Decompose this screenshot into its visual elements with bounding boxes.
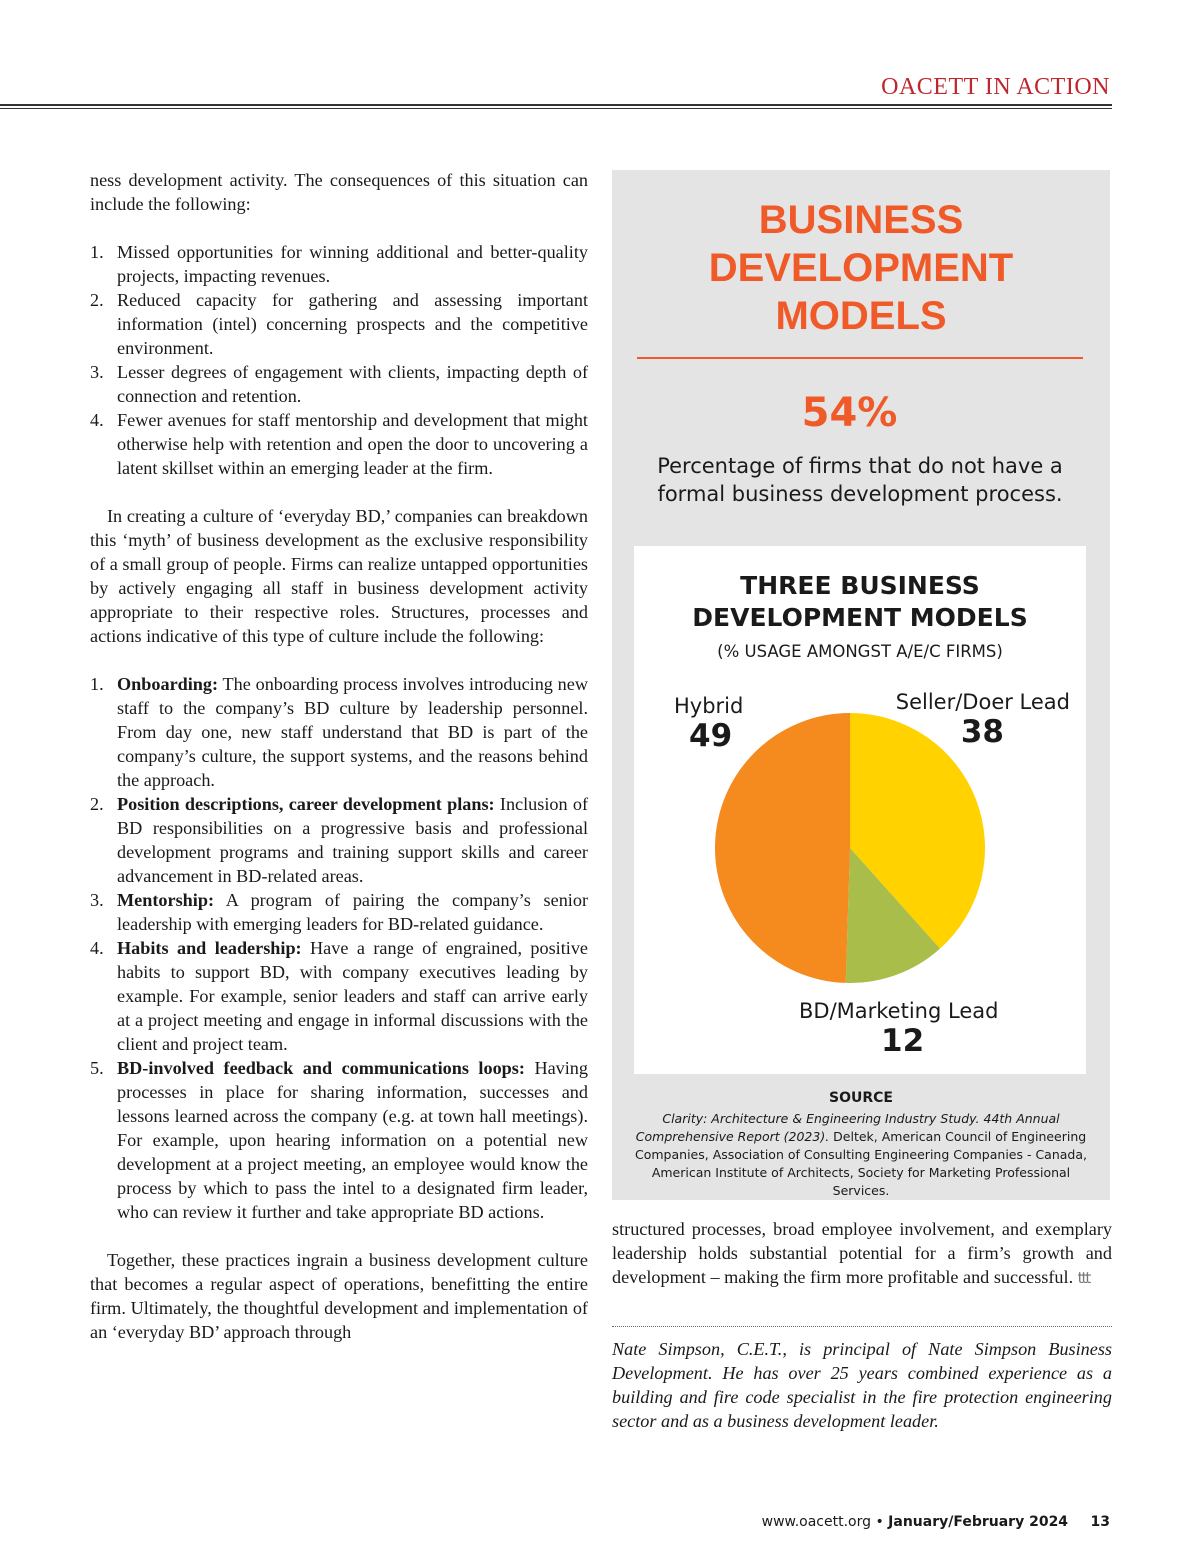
left-column [90,168,588,1344]
stat-description: Percentage of firms that do not have a formal business development process. [657,454,1063,506]
slice-value-hybrid: 49 [689,718,733,754]
issue-date: January/February 2024 [888,1514,1069,1530]
intro-paragraph: ness development activity. The consequences of this situation can include the following: [90,170,588,214]
pie-slice-hybrid [715,713,850,983]
conclusion-paragraph: structured processes, broad employee involvement, and exemplary leadership holds substantial potential for a firm’s growth and development – making the firm more profitable and successful. ttt [612,1219,1112,1287]
slice-label-seller-doer: Seller/Doer Lead [895,690,1070,714]
sidebar-divider [637,357,1083,359]
list-item: 5. BD-involved feedback and communications loops: Having processes in place for sharing information, successes and lessons learned across the company (e.g. at town hall meetings). For example, upon hearing information on a potential new development at a project meeting, an employee would know the process by which to pass the intel to a designated firm leader, who can review it further and take appropriate BD actions. [90,1058,588,1222]
source-heading: SOURCE [829,1090,893,1106]
list-item: 3. Mentorship: A program of pairing the company’s senior leadership with emerging leaders for BD-related guidance. [90,890,588,934]
list-item: 2. Position descriptions, career development plans: Inclusion of BD responsibilities on a progressive basis and professional development programs and training support skills and career advancement in BD-related areas. [90,794,588,886]
list-item: 4. Fewer avenues for staff mentorship and development that might otherwise help with retention and open the door to uncovering a latent skillset within an emerging leader at the firm. [90,410,588,478]
header-rule [0,104,1112,106]
slice-label-hybrid: Hybrid [674,694,744,718]
practices-list [90,672,588,1224]
chart-card [634,546,1086,1074]
consequences-list [90,240,588,480]
slice-value-bd-marketing: 12 [881,1023,925,1059]
page-footer: www.oacett.org • January/February 2024 13 [761,1514,1110,1530]
header-rule-thin [0,108,1112,109]
website-link[interactable]: www.oacett.org [761,1514,871,1530]
list-item: 4. Habits and leadership: Have a range of engrained, positive habits to support BD, with company executives leading by example. For example, senior leaders and staff can arrive early at a project meeting and engage in informal discussions with the client and project team. [90,938,589,1054]
chart-title: THREE BUSINESS DEVELOPMENT MODELS [692,571,1028,632]
bio-divider [612,1326,1112,1327]
stat-value: 54% [801,390,898,436]
list-item: 2. Reduced capacity for gathering and assessing important information (intel) concerning prospects and the competitive environment. [90,290,588,358]
chart-subtitle: (% USAGE AMONGST A/E/C FIRMS) [717,642,1003,661]
end-mark-icon: ttt [1077,1269,1090,1287]
slice-value-seller-doer: 38 [960,714,1004,750]
section-title: OACETT IN ACTION [881,74,1110,100]
page-number: 13 [1090,1514,1110,1530]
author-bio: Nate Simpson, C.E.T., is principal of Nate Simpson Business Development. He has over 25 years combined experience as a building and fire code specialist in the fire protection engineering sector and as a business development leader. [612,1339,1112,1431]
culture-paragraph: In creating a culture of ‘everyday BD,’ companies can breakdown this ‘myth’ of business development as the exclusive responsibility of a small group of people. Firms can realize untapped opportunities by actively engaging all staff in business development activity appropriate to their respective roles. Structures, processes and actions indicative of this type of culture include the following: [90,506,588,646]
slice-label-bd-marketing: BD/Marketing Lead [799,999,999,1023]
source-citation: Clarity: Architecture & Engineering Industry Study. 44th Annual Comprehensive Report (2023). Deltek, American Council of Engineering Companies, Association of Consulting Engineering Companies - Canada, American Institute of Architects, Society for Marketing Professional Services. [635,1111,1087,1198]
pie-chart [634,546,1086,1074]
list-item: 1. Missed opportunities for winning additional and better-quality projects, impacting revenues. [90,242,588,286]
closing-paragraph: Together, these practices ingrain a business development culture that becomes a regular aspect of operations, benefitting the entire firm. Ultimately, the thoughtful development and implementation of an ‘everyday BD’ approach through [90,1250,588,1342]
list-item: 3. Lesser degrees of engagement with clients, impacting depth of connection and retention. [90,362,588,406]
sidebar-title: BUSINESS DEVELOPMENT MODELS [708,198,1014,338]
list-item: 1. Onboarding: The onboarding process involves introducing new staff to the company’s BD culture by leadership personnel. From day one, new staff understand that BD is part of the company’s culture, the support systems, and the reasons behind the approach. [90,674,588,790]
sidebar-box [612,170,1110,1200]
